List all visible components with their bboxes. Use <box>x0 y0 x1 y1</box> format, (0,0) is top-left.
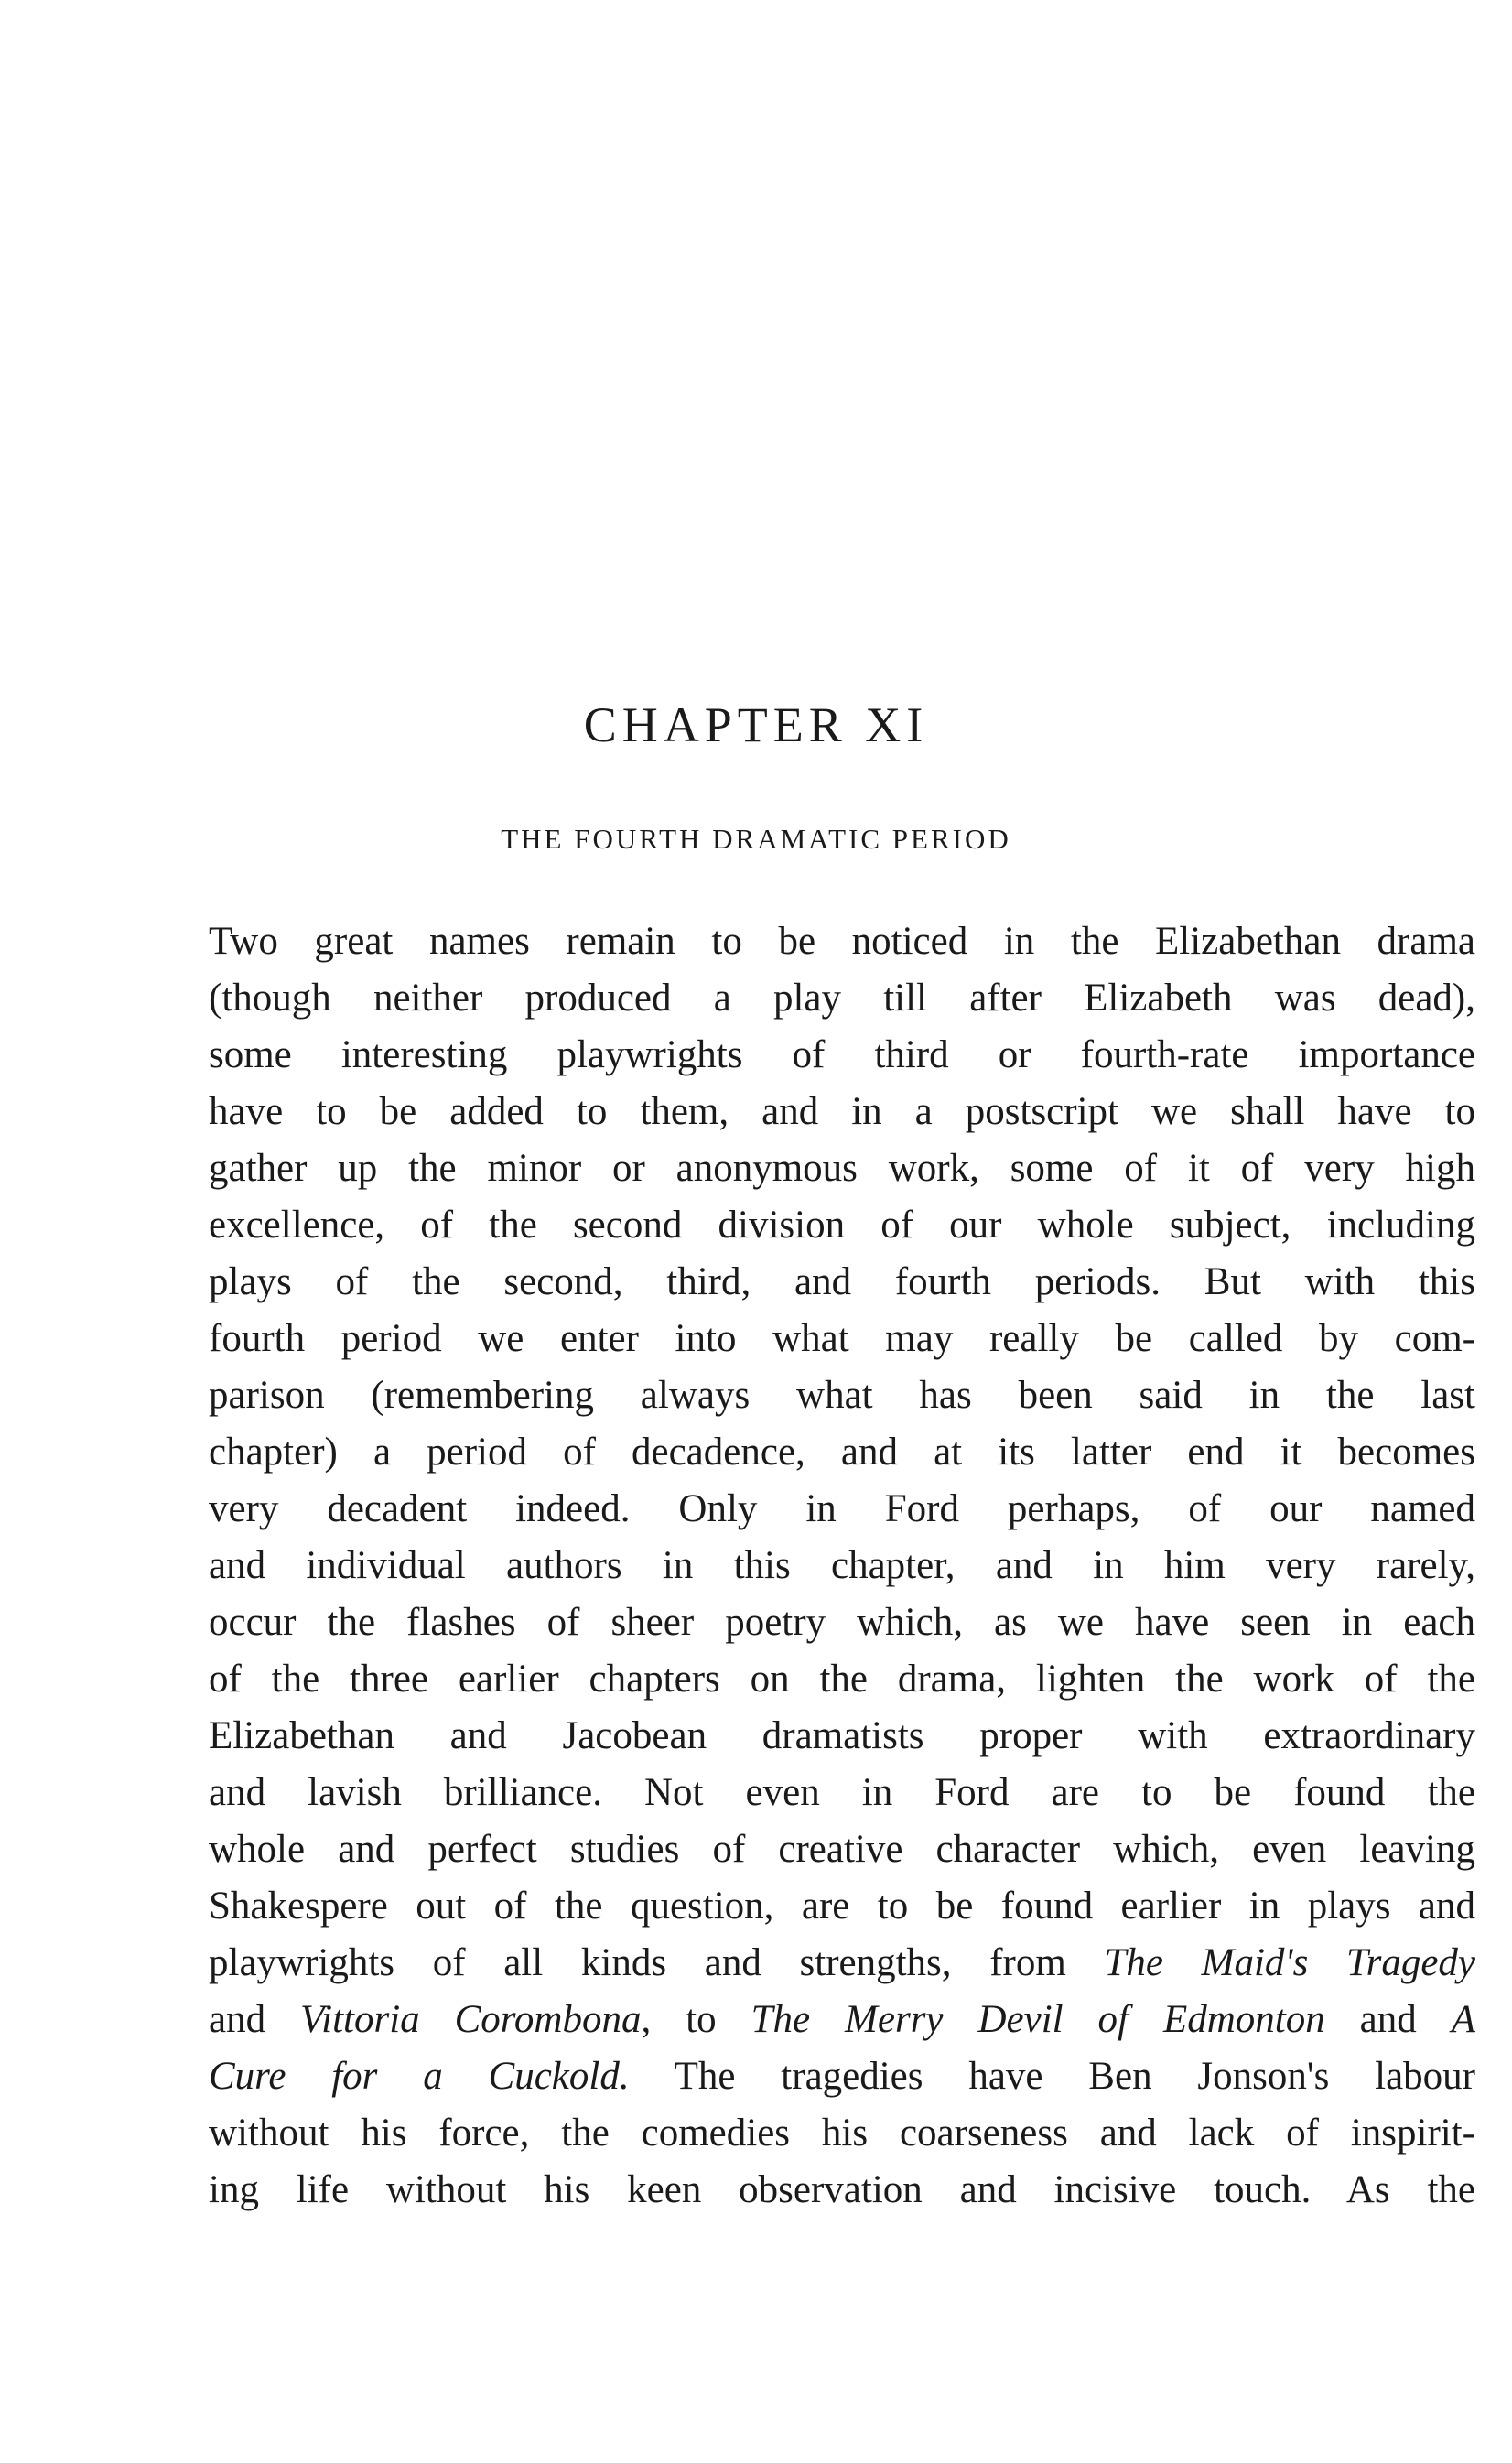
text-line: Two great names remain to be noticed in the Elizabethan drama <box>209 920 1475 963</box>
text-line: Elizabethan and Jacobean dramatists proper with extraordinary <box>209 1714 1475 1757</box>
text-line: excellence, of the second division of our whole subject, including <box>209 1204 1475 1247</box>
text-line: very decadent indeed. Only in Ford perhaps, of our named <box>209 1487 1475 1530</box>
text-line: and individual authors in this chapter, and in him very rarely, <box>209 1544 1475 1587</box>
text-segment: and <box>209 1998 301 2041</box>
text-line: chapter) a period of decadence, and at its latter end it becomes <box>209 1431 1475 1474</box>
text-line: Shakespere out of the question, are to be found earlier in plays and <box>209 1885 1475 1928</box>
chapter-title: CHAPTER XI <box>583 697 929 752</box>
text-segment: playwrights of all kinds and strengths, from <box>209 1941 1105 1984</box>
text-segment: The tragedies have Ben Jonson's labour <box>629 2055 1476 2098</box>
text-line: ing life without his keen observation and incisive touch. As the <box>209 2168 1475 2211</box>
play-title-vittoria-corombona: Vittoria Corombona <box>300 1998 642 2041</box>
play-title-cure-for-cuckold-start: A <box>1451 1998 1475 2041</box>
text-line <box>209 2048 1475 2105</box>
text-line: some interesting playwrights of third or fourth-rate importance <box>209 1033 1475 1076</box>
text-line: fourth period we enter into what may really be called by com- <box>209 1317 1475 1360</box>
text-line: have to be added to them, and in a postscript we shall have to <box>209 1090 1475 1133</box>
text-line <box>209 1992 1475 2048</box>
text-line: occur the flashes of sheer poetry which, as we have seen in each <box>209 1601 1475 1644</box>
play-title-cure-for-cuckold-end: Cure for a Cuckold. <box>209 2055 630 2098</box>
text-line: gather up the minor or anonymous work, some of it of very high <box>209 1147 1475 1190</box>
text-line: plays of the second, third, and fourth periods. But with this <box>209 1260 1475 1303</box>
text-line: and lavish brilliance. Not even in Ford are to be found the <box>209 1771 1475 1814</box>
play-title-maids-tragedy: The Maid's Tragedy <box>1104 1941 1475 1984</box>
body-paragraph <box>209 913 1475 2219</box>
text-line: parison (remembering always what has been said in the last <box>209 1374 1475 1417</box>
play-title-merry-devil: The Merry Devil of Edmonton <box>751 1998 1325 2041</box>
text-segment: and <box>1324 1998 1452 2041</box>
text-segment: , to <box>641 1998 751 2041</box>
text-line: (though neither produced a play till after Elizabeth was dead), <box>209 977 1475 1020</box>
text-line <box>209 1935 1475 1992</box>
text-line: without his force, the comedies his coarseness and lack of inspirit- <box>209 2112 1475 2155</box>
text-line: whole and perfect studies of creative character which, even leaving <box>209 1828 1475 1871</box>
chapter-subtitle: THE FOURTH DRAMATIC PERIOD <box>501 823 1011 855</box>
text-line: of the three earlier chapters on the drama, lighten the work of the <box>209 1658 1475 1701</box>
